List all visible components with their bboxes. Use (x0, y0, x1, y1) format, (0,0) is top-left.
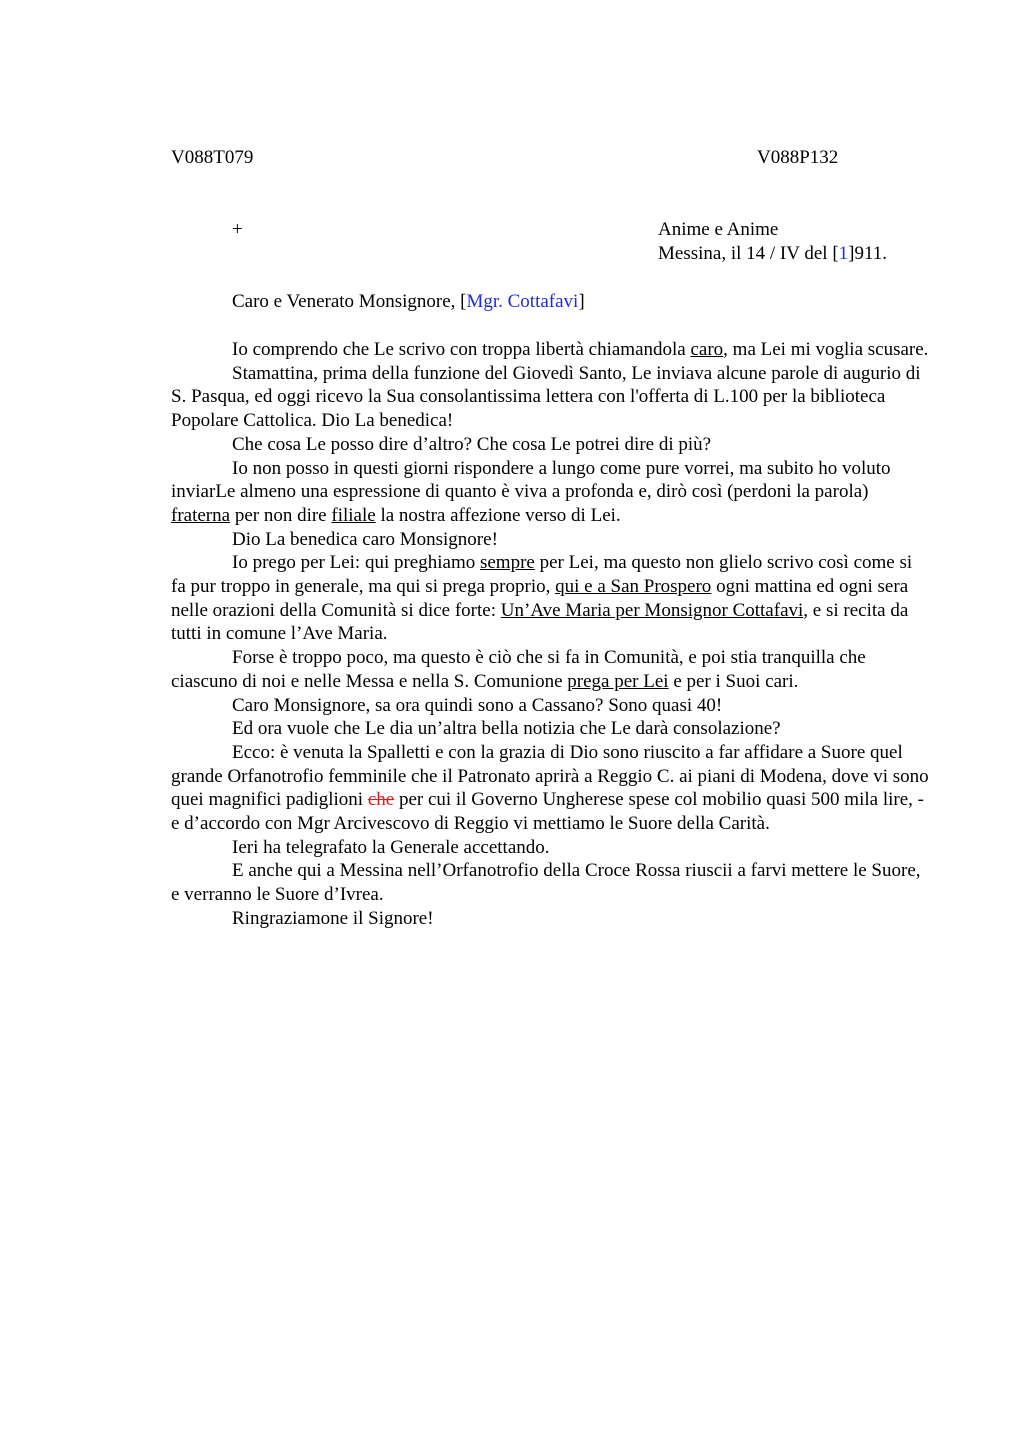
text-run: e per i Suoi cari. (668, 670, 799, 692)
letter-body (171, 338, 931, 931)
text-run: per Lei, ma questo non glielo scrivo così come si fa pur troppo in generale, ma qui si prega proprio, (171, 552, 913, 598)
underlined-text: Un’Ave Maria per Monsignor Cottafavi (500, 599, 804, 621)
text-run: , ma Lei mi voglia scusare. (723, 339, 929, 360)
paragraph-13: Ringraziamone il Signore! (232, 907, 434, 929)
paragraph-2: Stamattina, prima della funzione del Giovedì Santo, Le inviava alcune parole di augurio di S. Pasqua, ed oggi ricevo la Sua consolantissima lettera con l'offerta di L.100 per la biblioteca Popolare Cattolica. Dio La benedica! (171, 362, 921, 432)
struck-text: che (367, 789, 395, 811)
underlined-text: caro (690, 339, 724, 360)
date-suffix: ]911. (848, 243, 888, 264)
text-run: per non dire (230, 504, 332, 526)
text-run: Io prego per Lei: qui preghiamo (232, 552, 480, 574)
underlined-text: filiale (331, 504, 376, 526)
paragraph-5: Dio La benedica caro Monsignore! (232, 528, 498, 550)
text-run: Io comprendo che Le scrivo con troppa libertà chiamandola (232, 339, 691, 360)
underlined-text: qui e a San Prospero (555, 576, 712, 598)
paragraph-6 (171, 551, 931, 646)
salutation (232, 290, 585, 314)
cross-symbol: + (232, 219, 243, 240)
document-code-right: V088P132 (757, 147, 839, 168)
heading-date (658, 242, 887, 266)
text-run: ogni mattina ed ogni sera nelle orazioni della Comunità si dice forte: (171, 576, 909, 621)
text-run: Ecco: è venuta la Spalletti e con la grazia di Dio sono riuscito a far affidare a Suore quel grande Orfanotrofio femminile che il Patronato aprirà a Reggio C. ai piani di Modena, dove vi sono quei magnifici padiglioni (171, 741, 929, 811)
date-prefix: Messina, il 14 / IV del [ (658, 243, 839, 264)
salutation-text: Caro e Venerato Monsignore, [ (232, 291, 467, 312)
text-run: la nostra affezione verso di Lei. (375, 504, 621, 526)
paragraph-7 (171, 646, 931, 693)
recipient-name: Mgr. Cottafavi (466, 291, 579, 312)
paragraph-12: E anche qui a Messina nell’Orfanotrofio della Croce Rossa riuscii a farvi mettere le Suore, e verranno le Suore d’Ivrea. (171, 860, 921, 906)
paragraph-8: Caro Monsignore, sa ora quindi sono a Cassano? Sono quasi 40! (232, 694, 723, 716)
text-run: per cui il Governo Ungherese spese col mobilio quasi 500 mila lire, - e d’accordo con Mgr Arcivescovo di Reggio vi mettiamo le Suore della Carità. (171, 789, 924, 835)
date-insert: 1 (838, 243, 849, 264)
paragraph-10 (171, 741, 931, 836)
salutation-close: ] (578, 291, 585, 312)
paragraph-9: Ed ora vuole che Le dia un’altra bella notizia che Le darà consolazione? (232, 718, 781, 740)
text-run: Forse è troppo poco, ma questo è ciò che si fa in Comunità, e poi stia tranquilla che ciascuno di noi e nelle Messa e nella S. Comunione (171, 647, 866, 692)
paragraph-3: Che cosa Le posso dire d’altro? Che cosa Le potrei dire di più? (232, 433, 712, 455)
document-code-left: V088T079 (171, 147, 254, 168)
underlined-text: fraterna (171, 504, 231, 526)
heading-place: Anime e Anime (658, 219, 779, 240)
text-run: Io non posso in questi giorni rispondere a lungo come pure vorrei, ma subito ho voluto inviarLe almeno una espressione di quanto è viva a profonda e, dirò così (perdoni la parola) (171, 457, 891, 503)
underlined-text: sempre (479, 552, 535, 574)
paragraph-4 (171, 457, 931, 528)
paragraph-11: Ieri ha telegrafato la Generale accettando. (232, 836, 550, 858)
text-run: , e si recita da tutti in comune l’Ave Maria. (171, 599, 909, 645)
underlined-text: prega per Lei (567, 670, 669, 692)
paragraph-1 (171, 338, 931, 362)
